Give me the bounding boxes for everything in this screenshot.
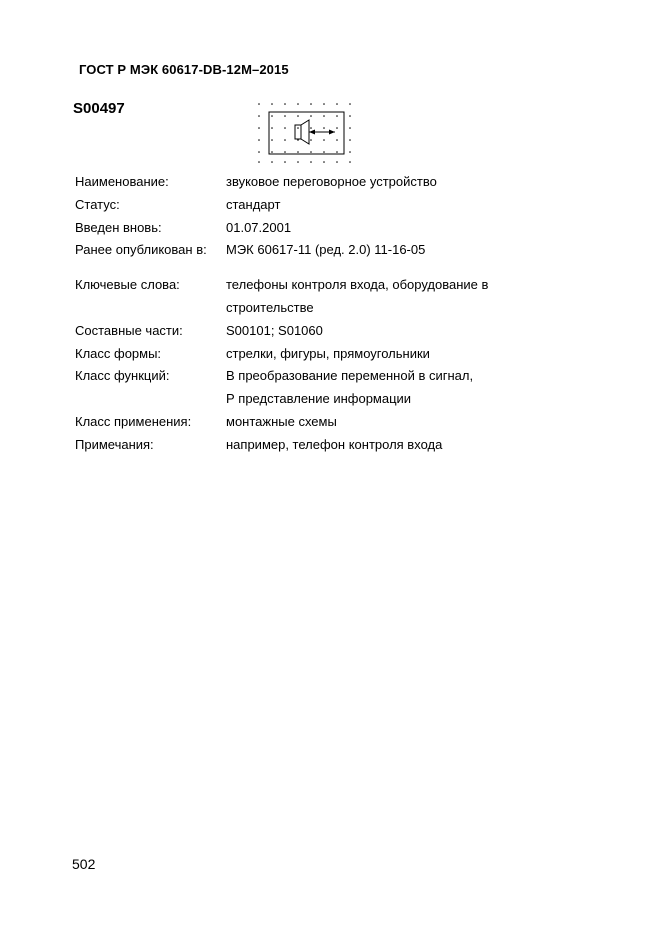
field-label: Введен вновь: [75,220,162,235]
loudspeaker-telephone-symbol-icon [252,99,362,165]
field-label: Класс формы: [75,346,162,361]
field-value [226,364,526,410]
field-label: Составные части: [75,323,183,338]
field-label: Класс применения: [75,414,192,429]
symbol-code: S00497 [73,100,125,117]
field-value-line: телефоны контроля входа, оборудование в [226,277,489,292]
field-label: Класс функций: [75,368,170,383]
field-value: 01.07.2001 [226,220,292,235]
field-value [226,273,526,319]
field-value: МЭК 60617-11 (ред. 2.0) 11-16-05 [226,242,426,257]
field-value: монтажные схемы [226,414,337,429]
field-value: например, телефон контроля входа [226,437,443,452]
field-label: Ранее опубликован в: [75,242,207,257]
field-value: стандарт [226,197,281,212]
field-value: S00101; S01060 [226,323,323,338]
field-value: звуковое переговорное устройство [226,174,437,189]
page-number: 502 [72,856,96,872]
document-header: ГОСТ Р МЭК 60617-DB-12M–2015 [79,62,289,77]
field-label: Примечания: [75,437,154,452]
field-value-line: В преобразование переменной в сигнал, [226,368,474,383]
field-value: стрелки, фигуры, прямоугольники [226,346,430,361]
field-label: Ключевые слова: [75,277,180,292]
field-value-line: строительстве [226,300,314,315]
field-label: Наименование: [75,174,169,189]
field-label: Статус: [75,197,120,212]
field-value-line: Р представление информации [226,391,412,406]
